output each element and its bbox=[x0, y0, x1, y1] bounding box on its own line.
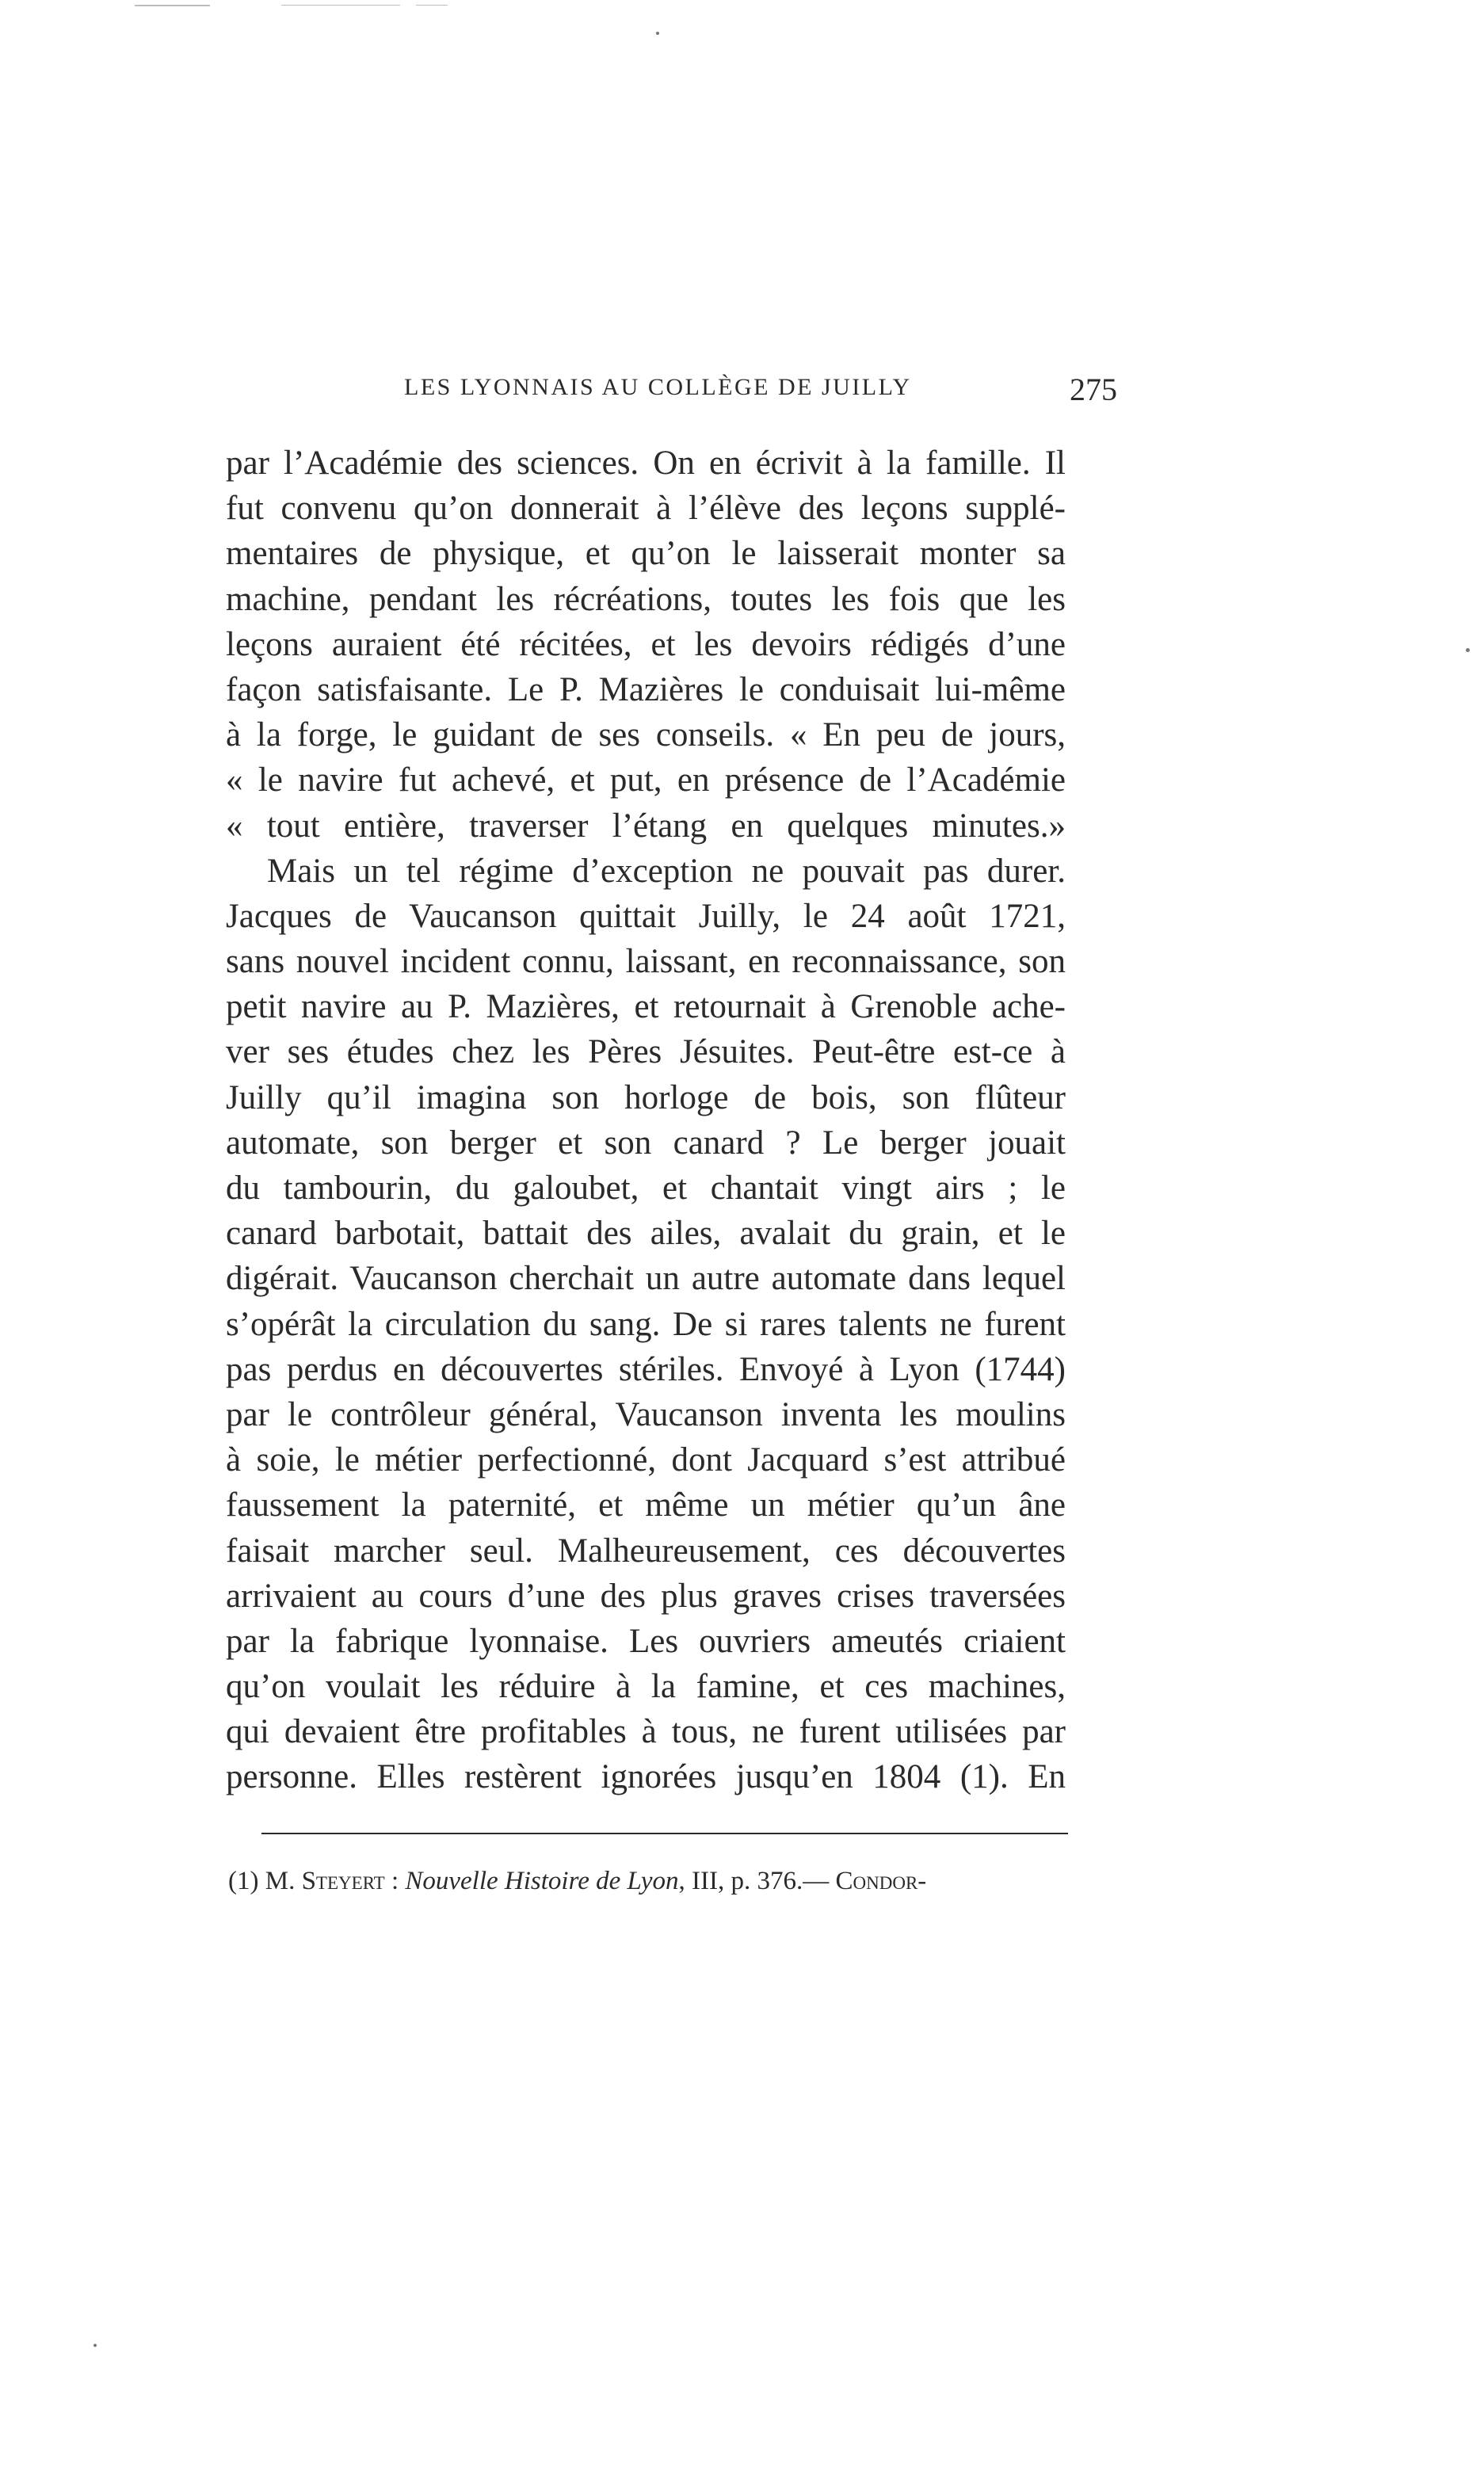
text-line: à la forge, le guidant de ses conseils. « En peu de jours, bbox=[226, 716, 1066, 754]
footnote bbox=[228, 1864, 1068, 1898]
top-edge-rule bbox=[281, 5, 400, 6]
text-line: arrivaient au cours d’une des plus graves crises traversées bbox=[226, 1577, 1066, 1615]
text-line: par l’Académie des sciences. On en écrivit à la famille. Il bbox=[226, 445, 1066, 482]
text-line: qu’on voulait les réduire à la famine, et ces machines, bbox=[226, 1668, 1066, 1706]
text-line: à soie, le métier perfectionné, dont Jacquard s’est attribué bbox=[226, 1441, 1066, 1479]
page-number: 275 bbox=[1070, 372, 1117, 407]
text-line: ver ses études chez les Pères Jésuites. Peut-être est-ce à bbox=[226, 1033, 1066, 1071]
footnote-author: Steyert bbox=[301, 1867, 385, 1895]
text-line: personne. Elles restèrent ignorées jusqu’en 1804 (1). En bbox=[226, 1758, 1066, 1796]
paper-speck bbox=[93, 2344, 97, 2347]
text-line: Jacques de Vaucanson quittait Juilly, le 24 août 1721, bbox=[226, 897, 1066, 935]
text-line: fut convenu qu’on donnerait à l’élève des leçons supplé- bbox=[226, 490, 1066, 528]
footnote-separator: : bbox=[384, 1867, 406, 1895]
running-title: LES LYONNAIS AU COLLÈGE DE JUILLY bbox=[404, 374, 912, 400]
text-line: sans nouvel incident connu, laissant, en reconnaissance, son bbox=[226, 943, 1066, 981]
footnote-rule bbox=[261, 1833, 1068, 1834]
text-line: automate, son berger et son canard ? Le berger jouait bbox=[226, 1124, 1066, 1162]
footnote-marker: (1) M. bbox=[228, 1867, 296, 1895]
text-line: par la fabrique lyonnaise. Les ouvriers ameutés criaient bbox=[226, 1622, 1066, 1660]
text-line: qui devaient être profitables à tous, ne furent utilisées par bbox=[226, 1713, 1066, 1751]
text-line: leçons auraient été récitées, et les devoirs rédigés d’une bbox=[226, 625, 1066, 663]
text-line: façon satisfaisante. Le P. Mazières le conduisait lui-même bbox=[226, 670, 1066, 708]
paper-speck bbox=[1466, 648, 1470, 652]
text-line: faisait marcher seul. Malheureusement, ces découvertes bbox=[226, 1532, 1066, 1570]
text-line: digérait. Vaucanson cherchait un autre automate dans lequel bbox=[226, 1260, 1066, 1298]
text-line: par le contrôleur général, Vaucanson inventa les moulins bbox=[226, 1395, 1066, 1433]
text-line: du tambourin, du galoubet, et chantait vingt airs ; le bbox=[226, 1170, 1066, 1207]
text-line: canard barbotait, battait des ailes, avalait du grain, et le bbox=[226, 1215, 1066, 1253]
text-line: « le navire fut achevé, et put, en présence de l’Académie bbox=[226, 761, 1066, 799]
top-edge-rule bbox=[416, 5, 448, 6]
text-line: petit navire au P. Mazières, et retournait à Grenoble ache- bbox=[226, 988, 1066, 1026]
top-edge-rule bbox=[135, 5, 210, 6]
footnote-work-title: Nouvelle Histoire de Lyon bbox=[405, 1867, 679, 1895]
text-line: Mais un tel régime d’exception ne pouvait pas durer. bbox=[267, 852, 1066, 890]
text-line: s’opérât la circulation du sang. De si rares talents ne furent bbox=[226, 1305, 1066, 1343]
text-line: faussement la paternité, et même un métier qu’un âne bbox=[226, 1486, 1066, 1524]
text-line: Juilly qu’il imagina son horloge de bois, son flûteur bbox=[226, 1078, 1066, 1116]
text-line: machine, pendant les récréations, toutes les fois que les bbox=[226, 580, 1066, 618]
text-line: pas perdus en découvertes stériles. Envoyé à Lyon (1744) bbox=[226, 1350, 1066, 1388]
footnote-continuation: Condor- bbox=[835, 1867, 927, 1895]
text-line: mentaires de physique, et qu’on le laisserait monter sa bbox=[226, 535, 1066, 573]
text-line: « tout entière, traverser l’étang en quelques minutes.» bbox=[226, 807, 1066, 845]
running-head bbox=[404, 374, 1188, 422]
footnote-reference: , III, p. 376.— bbox=[678, 1867, 836, 1895]
body-text bbox=[226, 441, 1066, 1800]
paper-speck bbox=[656, 32, 659, 35]
